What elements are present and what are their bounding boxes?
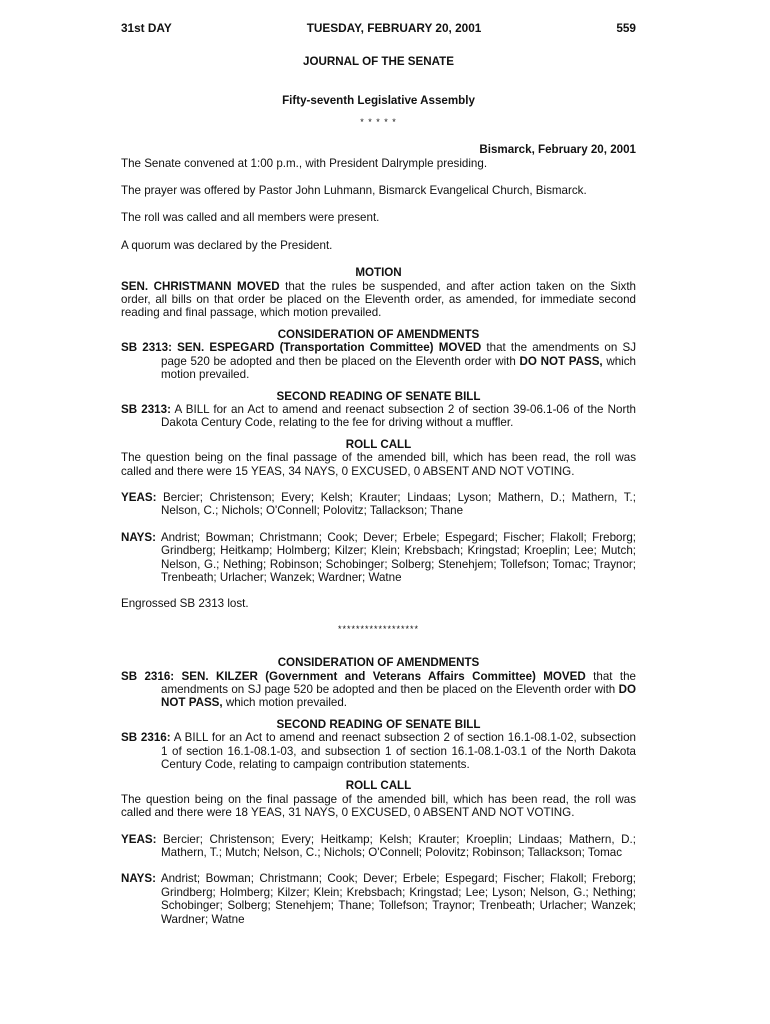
amendments-text-1: that the amendments on SJ page 520 be adopted and then be placed on the Eleventh order with [161,341,636,368]
second-reading-heading-2: SECOND READING OF SENATE BILL [276,717,481,731]
do-not-pass-1: DO NOT PASS, [519,354,603,368]
separator-stars: ****************** [337,623,420,634]
motion-paragraph [121,280,636,320]
roll-call-text-2: The question being on the final passage of the amended bill, which has been read, the roll was called and there were 18 YEAS, 31 NAYS, 0 EXCUSED, 0 ABSENT AND NOT VOTING. [121,792,636,820]
second-reading-lead-1: SB 2313: [121,402,171,416]
amendments-lead-1: SB 2313: SEN. ESPEGARD (Transportation Committee) MOVED [121,341,482,355]
amendments-tail-1: which motion prevailed. [161,354,636,382]
second-reading-text-1: A BILL for an Act to amend and reenact subsection 2 of section 39-06.1-06 of the North Dakota Century Code, relating to the fee for driving without a muffler. [161,402,636,430]
second-reading-lead-2: SB 2316: [121,731,171,745]
amendments-lead-2: SB 2316: SEN. KILZER (Government and Veterans Affairs Committee) MOVED [121,669,586,683]
roll-text: The roll was called and all members were present. [121,211,380,225]
journal-page [121,22,636,926]
nays-label-2: NAYS: [121,872,157,886]
amendments-tail-2: which motion prevailed. [222,696,348,710]
amendments-paragraph-2 [121,670,636,710]
nays-list-2 [121,872,636,926]
do-not-pass-2: DO NOT PASS, [161,683,636,710]
nays-list-1 [121,531,636,585]
motion-heading: MOTION [355,266,402,280]
prayer-text: The prayer was offered by Pastor John Luhmann, Bismarck Evangelical Church, Bismarck. [121,184,587,198]
quorum-text: A quorum was declared by the President. [121,238,333,252]
journal-title: JOURNAL OF THE SENATE [303,55,454,68]
second-reading-paragraph-2 [121,731,636,771]
dateline: Bismarck, February 20, 2001 [479,143,636,157]
header-date: TUESDAY, FEBRUARY 20, 2001 [306,21,482,35]
yeas-names-2: Bercier; Christenson; Every; Heitkamp; Kelsh; Krauter; Kroeplin; Lindaas; Mathern, D.; Mathern, T.; Mutch; Nelson, C.; Nichols; O'Connell; Polovitz; Robinson; Tallackson; Tomac [156,832,636,860]
amendments-heading-2: CONSIDERATION OF AMENDMENTS [277,656,480,670]
roll-call-text-1: The question being on the final passage of the amended bill, which has been read, the roll was called and there were 15 YEAS, 34 NAYS, 0 EXCUSED, 0 ABSENT AND NOT VOTING. [121,451,636,478]
nays-label-1: NAYS: [121,530,157,544]
yeas-label-1: YEAS: [121,490,157,504]
assembly-title: Fifty-seventh Legislative Assembly [282,94,475,108]
motion-text: that the rules be suspended, and after action taken on the Sixth order, all bills on that order be placed on the Eleventh order, as amended, for immediate second reading and final passage, which motion prevailed. [121,279,637,320]
second-reading-text-2: A BILL for an Act to amend and reenact subsection 2 of section 16.1-08.1-02, subsection 1 of section 16.1-08.1-03, and subsection 1 of section 16.1-08.1-03.1 of the North Dakota Century Code, relating to campaign contribution statements. [161,731,637,772]
amendments-text-2: that the amendments on SJ page 520 be adopted and then be placed on the Eleventh order with [161,669,636,696]
yeas-names-1: Bercier; Christenson; Every; Kelsh; Krauter; Lindaas; Lyson; Mathern, D.; Mathern, T.; Nelson, C.; Nichols; O'Connell; Polovitz; Tallackson; Thane [156,490,636,518]
yeas-list-1 [121,491,636,518]
yeas-list-2 [121,833,636,860]
page-header [121,22,636,38]
nays-names-2: Andrist; Bowman; Christmann; Cook; Dever; Erbele; Espegard; Fischer; Flakoll; Freborg; Grindberg; Holmberg; Kilzer; Klein; Krebsbach; Kringstad; Lee; Lyson; Nelson, G.; Nething; Schobinger; Solberg; Stenehjem; Thane; Tollefson; Traynor; Trenbeath; Urlacher; Wanzek; Wardner; Watne [156,872,636,926]
second-reading-paragraph-1 [121,403,636,430]
convened-text: The Senate convened at 1:00 p.m., with President Dalrymple presiding. [121,156,488,170]
day-number: 31st DAY [121,21,172,35]
roll-call-heading-1: ROLL CALL [345,437,412,451]
amendments-heading-1: CONSIDERATION OF AMENDMENTS [277,327,480,341]
second-reading-heading-1: SECOND READING OF SENATE BILL [276,389,481,403]
bill-result-1: Engrossed SB 2313 lost. [121,597,249,611]
yeas-label-2: YEAS: [121,832,157,846]
section-stars: * * * * * [360,116,397,127]
page-number: 559 [616,21,636,35]
roll-call-heading-2: ROLL CALL [345,779,412,793]
amendments-paragraph-1 [121,341,636,381]
nays-names-1: Andrist; Bowman; Christmann; Cook; Dever; Erbele; Espegard; Fischer; Flakoll; Freborg; Grindberg; Heitkamp; Holmberg; Kilzer; Klein; Krebsbach; Kringstad; Kroeplin; Lee; Mutch; Nelson, G.; Nething; Robinson; Schobinger; Solberg; Stenehjem; Tollefson; Tomac; Traynor; Trenbeath; Urlacher; Wanzek; Wardner; Watne [156,530,636,584]
motion-lead: SEN. CHRISTMANN MOVED [121,279,280,293]
